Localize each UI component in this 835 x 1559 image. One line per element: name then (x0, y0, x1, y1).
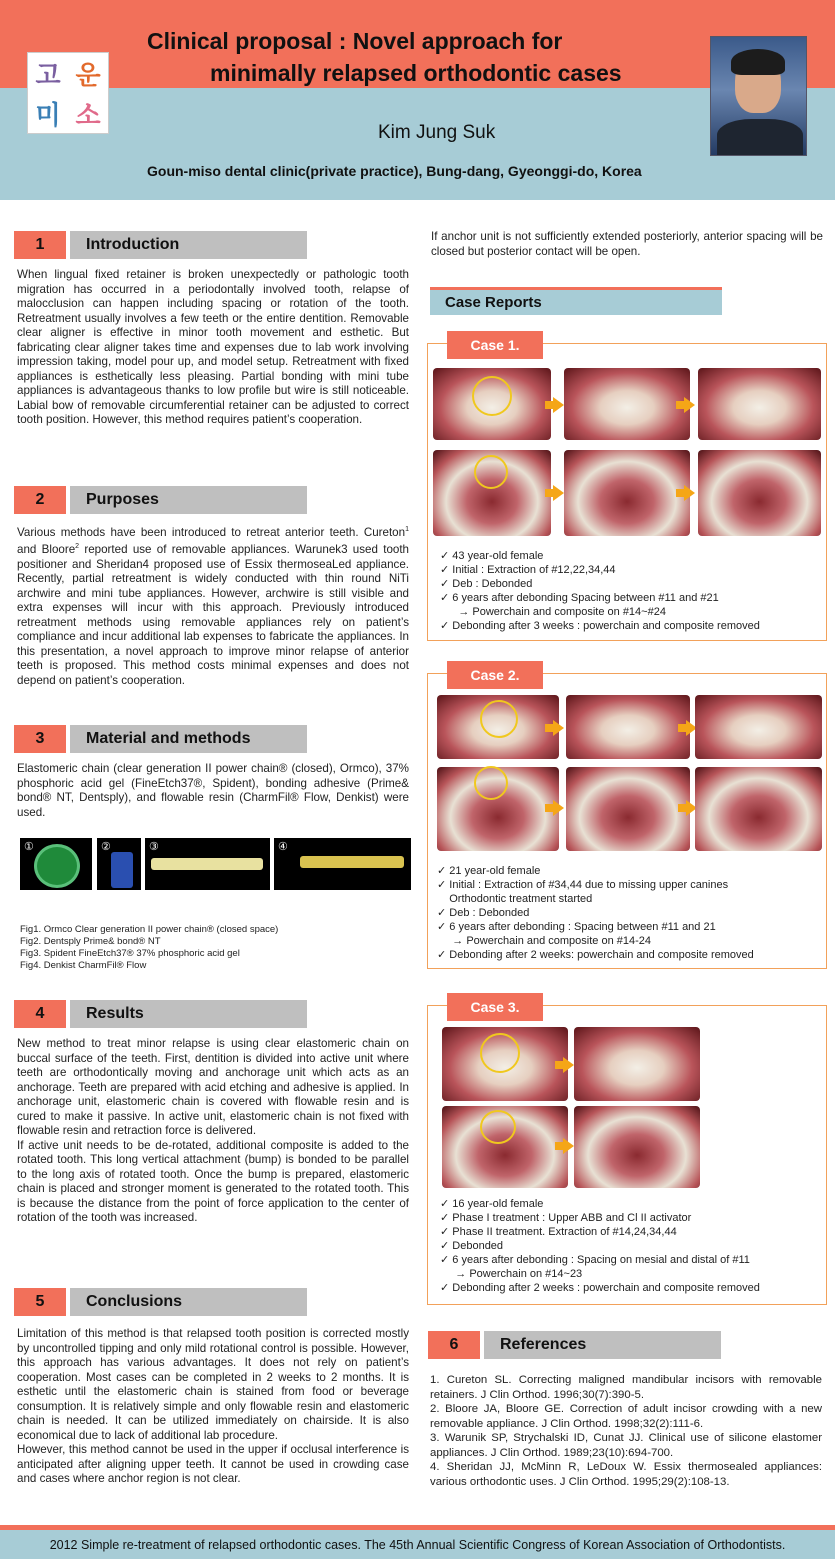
figure-caption: Fig4. Denkist CharmFil® Flow (20, 960, 147, 971)
clinic-logo (27, 52, 109, 134)
section-references-header (428, 1331, 721, 1359)
case2-photo (695, 767, 822, 851)
case-detail: → Powerchain on #14~23 (440, 1268, 583, 1280)
case2-tag: Case 2. (447, 661, 543, 689)
references-list (430, 1373, 822, 1489)
arrow-right-icon (553, 397, 564, 413)
conclusions-paragraph: However, this method cannot be used in the upper if occlusal interference is anticipated after aligning upper teeth. It cannot be used in crowding case and cases where anchor region is not clear. (17, 1443, 409, 1485)
section-purposes-header (14, 486, 307, 514)
section-title: Conclusions (70, 1288, 307, 1316)
case-detail: → Powerchain and composite on #14~#24 (440, 606, 666, 618)
section-number: 1 (14, 231, 66, 259)
highlight-circle (474, 766, 508, 800)
figure-caption: Fig2. Dentsply Prime& bond® NT (20, 936, 161, 947)
case-detail: ✓ Phase I treatment : Upper ABB and Cl II activator (440, 1212, 692, 1224)
results-text (17, 1037, 409, 1226)
arrow-right-icon (553, 720, 564, 736)
section-number: 4 (14, 1000, 66, 1028)
section-number: 2 (14, 486, 66, 514)
section-title: Purposes (70, 486, 307, 514)
arrow-right-icon (553, 800, 564, 816)
poster-title-line1: Clinical proposal : Novel approach for (147, 28, 563, 54)
superscript: 1 (405, 526, 409, 533)
figure-number: ④ (278, 841, 288, 853)
highlight-circle (480, 1033, 520, 1073)
figure-caption: Fig1. Ormco Clear generation II power chain® (closed space) (20, 924, 279, 935)
case-detail: ✓ 6 years after debonding : Spacing between #11 and 21 (437, 921, 716, 933)
case-detail: ✓ Deb : Debonded (437, 907, 530, 919)
logo-char: 소 (75, 100, 101, 131)
case-detail: → Powerchain and composite on #14-24 (437, 935, 652, 947)
case-detail: ✓ 16 year-old female (440, 1198, 544, 1210)
case1-photo (564, 368, 690, 440)
figure-etch-gel (145, 838, 270, 890)
superscript: 2 (75, 543, 80, 551)
figure-caption: Fig3. Spident FineEtch37® 37% phosphoric acid gel (20, 948, 240, 959)
figure-captions (20, 924, 278, 972)
poster-title-line2: minimally relapsed orthodontic cases (210, 60, 622, 86)
affiliation: Goun-miso dental clinic(private practice), Bung-dang, Gyeonggi-do, Korea (147, 163, 642, 179)
case-reports-header: Case Reports (430, 287, 722, 315)
section-conclusions-header (14, 1288, 307, 1316)
case3-details (440, 1197, 760, 1295)
figure-flowable-resin (274, 838, 411, 890)
purposes-text (17, 523, 409, 688)
logo-char: 운 (75, 60, 101, 91)
case-detail: ✓ Phase II treatment. Extraction of #14,24,34,44 (440, 1226, 677, 1238)
case1-details (440, 549, 760, 633)
author-name: Kim Jung Suk (378, 122, 496, 143)
section-title: Introduction (70, 231, 307, 259)
introduction-text: When lingual fixed retainer is broken unexpectedly or pathologic tooth migration has occurred in a periodontally involved tooth, relapse of malocclusion can happen including spacing or rotation of the tooth. Retreatment usually involves a few teeth or the entire dentition. Removable clear aligner is effective in minor tooth movement and esthetic. But fabricating clear aligner takes time and expenses due to lab work involving impression taking, model pour up, and model setup. Retreatment with fixed appliances is esthetically less pleasing. Partial bonding with mini tube appliances is advantageous thanks to low profile but wire is still noticeable. Labial bow of removable circumferential retainer can be adjusted to correct tooth position. However, this method requires patient’s cooperation. (17, 268, 409, 426)
section-title: Results (70, 1000, 307, 1028)
arrow-right-icon (563, 1057, 574, 1073)
conclusions-paragraph: Limitation of this method is that relapsed tooth position is corrected mostly by uncontrolled tipping and only mild rotational control is possible. However, this approach has various advantages. It does not rely on patient’s cooperation. Most cases can be completed in 2 weeks to 2 months. It is esthetic until the elastomeric chain is stained from food or beverage consumption. It is relatively simple and only flowable resin and elastomeric chain is needed. It can be utilized immediately on chairside. It is also economical due to lack of additional lab procedure. (17, 1327, 409, 1442)
materials-text: Elastomeric chain (clear generation II power chain® (closed), Ormco), 37% phosphoric acid gel (FineEtch37®, Spident), bonding adhesive (Prime& bond® NT, Dentsply), and flowable resin (CharmFil® Flow, Denkist) were used. (17, 762, 409, 819)
conclusions-text (17, 1327, 409, 1487)
section-introduction-header (14, 231, 307, 259)
footer-text: 2012 Simple re-treatment of relapsed orthodontic cases. The 45th Annual Scientific Congress of Korean Association of Orthodontists. (49, 1537, 786, 1552)
reference-item: 1. Cureton SL. Correcting maligned mandibular incisors with removable retainers. J Clin Orthod. 1996;30(7):390-5. (430, 1374, 822, 1401)
case2-photo (695, 695, 822, 759)
case3-tag: Case 3. (447, 993, 543, 1021)
case1-photo (698, 450, 821, 536)
figure-number: ① (24, 841, 34, 853)
section-results-header (14, 1000, 307, 1028)
reference-item: 2. Bloore JA, Bloore GE. Correction of adult incisor crowding with a new removable appliance. J Clin Orthod. 1998;32(2):111-6. (430, 1403, 822, 1430)
purposes-text-part: Various methods have been introduced to retreat anterior teeth. Cureton (17, 525, 406, 539)
figure-number: ② (101, 841, 111, 853)
results-paragraph: New method to treat minor relapse is using clear elastomeric chain on buccal surface of the teeth. First, dentition is divided into active unit where teeth are orthodontically moving and anchorage unit which acts as an anchorage. Teeth are prepared with acid etching and adhesive is applied. In anchorage unit, elastomeric chain is covered with flowable resin and is cured to make it passive. In active unit, elastomeric chain is not fixed with flowable resin and retraction force is delivered. (17, 1037, 409, 1137)
highlight-circle (474, 455, 508, 489)
purposes-text-part: reported use of removable appliances. Warunek3 used tooth positioner and Sheridan4 proposed use of Essix thermoseaLed appliance. Recently, partial retreatment is widely conducted with thin round NiTi archwire and mini tube appliances. However, archwire is still visible and extra expenses will incur with this approach. Previously introduced retreatment methods using removable appliances rely on patient’s compliance and incur additional lab expenses to fabricate the appliances. In this presentation, a novel approach to improve minor relapse of anterior teeth is proposed. This method costs minimal expenses and does not depend on patient’s cooperation. (17, 543, 410, 687)
section-title: Material and methods (70, 725, 307, 753)
case-detail: ✓ Debonding after 3 weeks : powerchain and composite removed (440, 620, 760, 632)
section-materials-header (14, 725, 307, 753)
case-detail: ✓ 6 years after debonding Spacing between #11 and #21 (440, 592, 719, 604)
section-number: 3 (14, 725, 66, 753)
anchor-note-text: If anchor unit is not sufficiently extended posteriorly, anterior spacing will be closed but posterior contact will be open. (431, 230, 823, 258)
arrow-right-icon (553, 485, 564, 501)
arrow-right-icon (563, 1138, 574, 1154)
figure-number: ③ (149, 841, 159, 853)
case1-photo (698, 368, 821, 440)
author-photo (710, 36, 807, 156)
case-detail: ✓ 43 year-old female (440, 550, 544, 562)
case3-photo (574, 1106, 700, 1188)
highlight-circle (480, 700, 518, 738)
case-detail: ✓ Deb : Debonded (440, 578, 533, 590)
case-detail: ✓ 21 year-old female (437, 865, 541, 877)
case-detail: ✓ Debonded (440, 1240, 504, 1252)
reference-item: 4. Sheridan JJ, McMinn R, LeDoux W. Essix thermosealed appliances: various orthodontic uses. J Clin Orthod. 1995;29(2):108-13. (430, 1461, 822, 1488)
case3-photo (574, 1027, 700, 1101)
case2-photo (566, 767, 690, 851)
case-detail: ✓ Initial : Extraction of #12,22,34,44 (440, 564, 616, 576)
arrow-right-icon (684, 485, 695, 501)
case-detail: Orthodontic treatment started (437, 893, 593, 905)
case2-photo (566, 695, 690, 759)
case-detail: ✓ Debonding after 2 weeks: powerchain and composite removed (437, 949, 754, 961)
section-number: 5 (14, 1288, 66, 1316)
logo-char: 고 (35, 60, 61, 91)
case1-photo (564, 450, 690, 536)
figure-power-chain (20, 838, 92, 890)
case-detail: ✓ 6 years after debonding : Spacing on mesial and distal of #11 (440, 1254, 750, 1266)
figure-prime-bond (97, 838, 141, 890)
highlight-circle (480, 1110, 516, 1144)
logo-char: 미 (35, 100, 61, 131)
reference-item: 3. Warunik SP, Strychalski ID, Cunat JJ. Clinical use of silicone elastomer appliances. J Clin Orthod. 1989;23(10):694-700. (430, 1432, 822, 1459)
section-number: 6 (428, 1331, 480, 1359)
purposes-text-part: and Bloore (17, 543, 76, 557)
arrow-right-icon (684, 397, 695, 413)
case-detail: ✓ Debonding after 2 weeks : powerchain and composite removed (440, 1282, 760, 1294)
case-detail: ✓ Initial : Extraction of #34,44 due to missing upper canines (437, 879, 729, 891)
case2-details (437, 864, 754, 962)
section-title: References (484, 1331, 721, 1359)
footer (0, 1525, 835, 1559)
case1-tag: Case 1. (447, 331, 543, 359)
highlight-circle (472, 376, 512, 416)
results-paragraph: If active unit needs to be de-rotated, additional composite is added to the rotated tooth. This long vertical attachment (bump) is bonded to be parallel to the long axis of rotated tooth. Once the bump is prepared, elastomeric chain is placed and stronger moment is generated to the rotated tooth. This is because the distance from the point of force application to the center of rotation of the tooth was increased. (17, 1138, 409, 1224)
